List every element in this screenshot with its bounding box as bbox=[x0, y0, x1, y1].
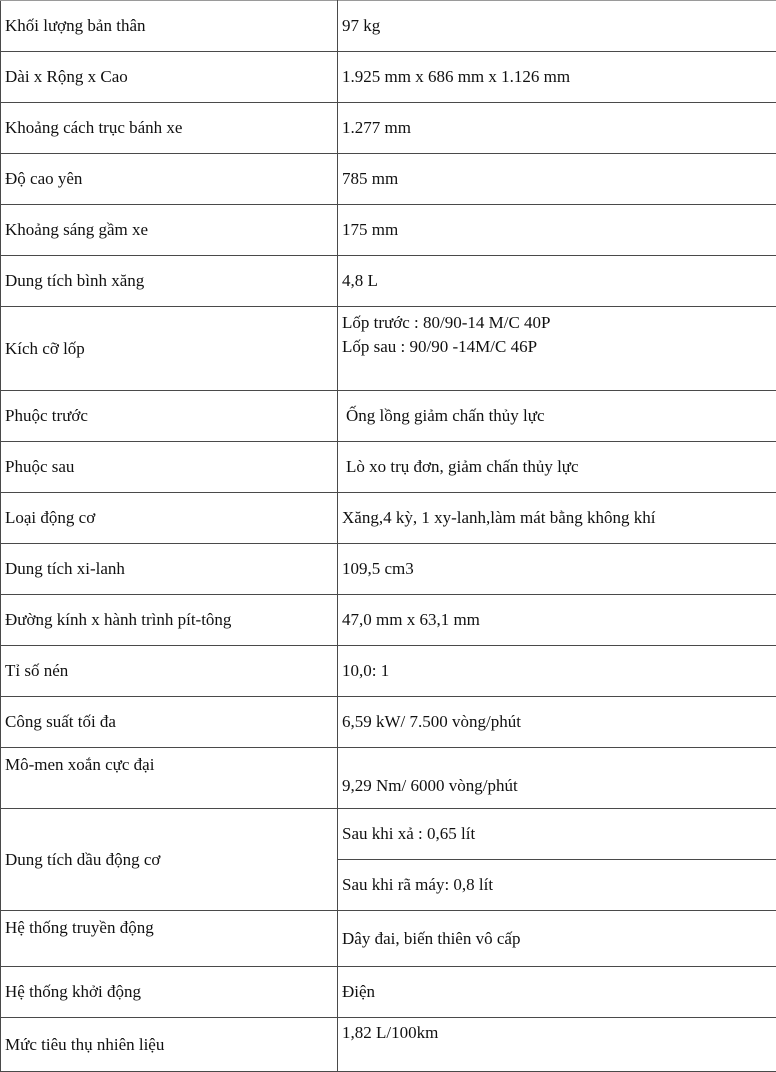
table-row bbox=[1, 442, 776, 493]
spec-label: Khoảng sáng gầm xe bbox=[1, 205, 338, 256]
spec-value-line: Sau khi rã máy: 0,8 lít bbox=[338, 860, 776, 911]
table-row bbox=[1, 1018, 776, 1072]
table-row bbox=[1, 205, 776, 256]
spec-value: Điện bbox=[338, 967, 776, 1018]
table-row bbox=[1, 809, 776, 860]
table-row bbox=[1, 52, 776, 103]
spec-label: Dung tích dầu động cơ bbox=[1, 809, 338, 911]
table-row bbox=[1, 697, 776, 748]
spec-value-line: Lốp trước : 80/90-14 M/C 40P bbox=[342, 311, 772, 335]
spec-label: Đường kính x hành trình pít-tông bbox=[1, 595, 338, 646]
spec-label: Phuộc trước bbox=[1, 391, 338, 442]
spec-value: 6,59 kW/ 7.500 vòng/phút bbox=[338, 697, 776, 748]
spec-value-multiline bbox=[338, 307, 776, 391]
spec-label: Độ cao yên bbox=[1, 154, 338, 205]
spec-value: 10,0: 1 bbox=[338, 646, 776, 697]
spec-label: Hệ thống truyền động bbox=[1, 911, 338, 967]
table-row bbox=[1, 544, 776, 595]
spec-value: 1.277 mm bbox=[338, 103, 776, 154]
table-row bbox=[1, 391, 776, 442]
spec-label: Phuộc sau bbox=[1, 442, 338, 493]
spec-value-line: Lốp sau : 90/90 -14M/C 46P bbox=[342, 335, 772, 359]
spec-label: Tỉ số nén bbox=[1, 646, 338, 697]
spec-value: Lò xo trụ đơn, giảm chấn thủy lực bbox=[338, 442, 776, 493]
spec-label: Kích cỡ lốp bbox=[1, 307, 338, 391]
spec-value: 47,0 mm x 63,1 mm bbox=[338, 595, 776, 646]
spec-value: 175 mm bbox=[338, 205, 776, 256]
spec-value: 97 kg bbox=[338, 1, 776, 52]
spec-label: Loại động cơ bbox=[1, 493, 338, 544]
spec-value: 9,29 Nm/ 6000 vòng/phút bbox=[338, 748, 776, 809]
table-row bbox=[1, 493, 776, 544]
spec-value: 1.925 mm x 686 mm x 1.126 mm bbox=[338, 52, 776, 103]
table-row bbox=[1, 103, 776, 154]
table-row bbox=[1, 646, 776, 697]
spec-label: Dung tích bình xăng bbox=[1, 256, 338, 307]
table-row bbox=[1, 595, 776, 646]
spec-label: Khoảng cách trục bánh xe bbox=[1, 103, 338, 154]
spec-label: Hệ thống khởi động bbox=[1, 967, 338, 1018]
spec-value: 785 mm bbox=[338, 154, 776, 205]
spec-label: Dài x Rộng x Cao bbox=[1, 52, 338, 103]
table-row bbox=[1, 154, 776, 205]
spec-value: 1,82 L/100km bbox=[338, 1018, 776, 1072]
spec-value: Xăng,4 kỳ, 1 xy-lanh,làm mát bằng không khí bbox=[338, 493, 776, 544]
table-row bbox=[1, 748, 776, 809]
table-row bbox=[1, 307, 776, 391]
spec-value: 109,5 cm3 bbox=[338, 544, 776, 595]
spec-label: Mức tiêu thụ nhiên liệu bbox=[1, 1018, 338, 1072]
table-row bbox=[1, 1, 776, 52]
table-row bbox=[1, 967, 776, 1018]
spec-label: Mô-men xoắn cực đại bbox=[1, 748, 338, 809]
table-row bbox=[1, 911, 776, 967]
spec-value: Ống lồng giảm chấn thủy lực bbox=[338, 391, 776, 442]
spec-value: 4,8 L bbox=[338, 256, 776, 307]
spec-value-line: Sau khi xả : 0,65 lít bbox=[338, 809, 776, 860]
table-row bbox=[1, 256, 776, 307]
spec-label: Dung tích xi-lanh bbox=[1, 544, 338, 595]
spec-value: Dây đai, biến thiên vô cấp bbox=[338, 911, 776, 967]
spec-label: Công suất tối đa bbox=[1, 697, 338, 748]
spec-label: Khối lượng bản thân bbox=[1, 1, 338, 52]
